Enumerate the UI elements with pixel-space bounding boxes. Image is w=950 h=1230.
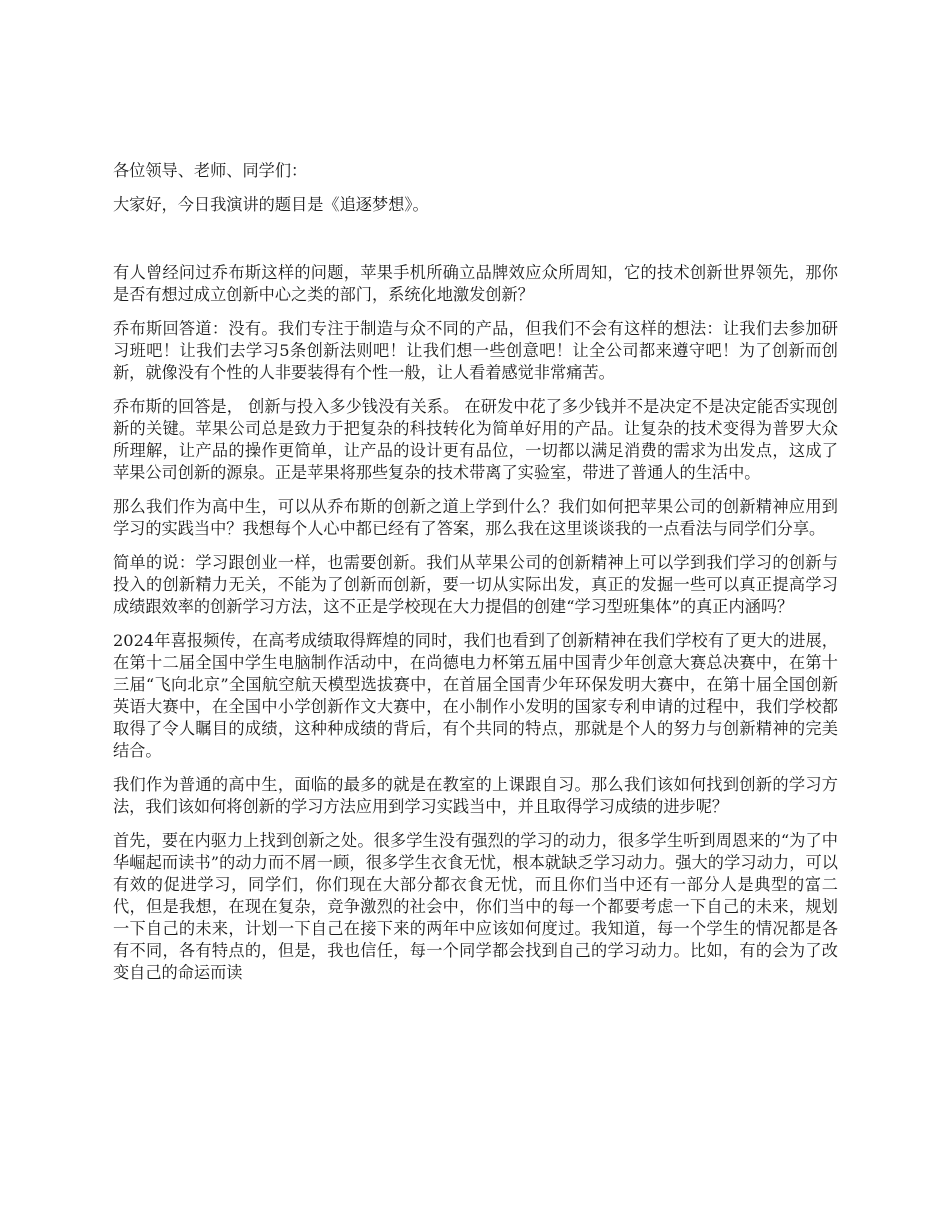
- intro: 大家好，今日我演讲的题目是《追逐梦想》。: [113, 195, 429, 214]
- paragraph: 乔布斯的回答是， 创新与投入多少钱没有关系。 在研发中花了多少钱并不是决定不是决定能否实现创新的关键。苹果公司总是致力于把复杂的科技转化为简单好用的产品。让复杂的技术变得为普罗大众所理解，让产品的操作更简单，让产品的设计更有品位，一切都以满足消费的需求为出发点，这成了苹果公司创新的源泉。正是苹果将那些复杂的技术带离了实验室，带进了普通人的生活中。: [113, 397, 838, 482]
- paragraph: 我们作为普通的高中生，面临的最多的就是在教室的上课跟自习。那么我们该如何找到创新的学习方法，我们该如何将创新的学习方法应用到学习实践当中，并且取得学习成绩的进步呢？: [113, 775, 838, 816]
- paragraph: 乔布斯回答道：没有。我们专注于制造与众不同的产品，但我们不会有这样的想法：让我们去参加研习班吧！让我们去学习5条创新法则吧！让我们想一些创意吧！让全公司都来遵守吧！为了创新而创新，就像没有个性的人非要装得有个性一般，让人看着感觉非常痛苦。: [113, 319, 838, 382]
- greeting: 各位领导、老师、同学们：: [113, 161, 308, 180]
- paragraph: 2024年喜报频传，在高考成绩取得辉煌的同时，我们也看到了创新精神在我们学校有了更大的进展，在第十二届全国中学生电脑制作活动中，在尚德电力杯第五届中国青少年创意大赛总决赛中，在第十三届“飞向北京”全国航空航天模型选拔赛中，在首届全国青少年环保发明大赛中，在第十届全国创新英语大赛中，在全国中小学创新作文大赛中，在小制作小发明的国家专利申请的过程中，我们学校都取得了令人瞩目的成绩，这种种成绩的背后，有个共同的特点，那就是个人的努力与创新精神的完美结合。: [113, 631, 838, 760]
- paragraph: 那么我们作为高中生，可以从乔布斯的创新之道上学到什么？我们如何把苹果公司的创新精神应用到学习的实践当中？我想每个人心中都已经有了答案，那么我在这里谈谈我的一点看法与同学们分享。: [113, 497, 838, 538]
- paragraph: 有人曾经问过乔布斯这样的问题，苹果手机所确立品牌效应众所周知，它的技术创新世界领先，那你是否有想过成立创新中心之类的部门，系统化地激发创新？: [113, 263, 838, 304]
- paragraph: 首先，要在内驱力上找到创新之处。很多学生没有强烈的学习的动力，很多学生听到周恩来的“为了中华崛起而读书”的动力而不屑一顾，很多学生衣食无忧，根本就缺乏学习动力。强大的学习动力，可以有效的促进学习，同学们，你们现在大部分都衣食无忧，而且你们当中还有一部分人是典型的富二代，但是我想，在现在复杂，竞争激烈的社会中，你们当中的每一个都要考虑一下自己的未来，规划一下自己的未来，计划一下自己在接下来的两年中应该如何度过。我知道，每一个学生的情况都是各有不同，各有特点的，但是，我也信任，每一个同学都会找到自己的学习动力。比如，有的会为了改变自己的命运而读: [113, 831, 838, 982]
- document-body: [113, 160, 838, 996]
- blank-line: [113, 228, 838, 262]
- paragraph: 简单的说：学习跟创业一样，也需要创新。我们从苹果公司的创新精神上可以学到我们学习的创新与投入的创新精力无关，不能为了创新而创新，要一切从实际出发，真正的发掘一些可以真正提高学习成绩跟效率的创新学习方法，这不正是学校现在大力提倡的创建“学习型班集体”的真正内涵吗？: [113, 553, 838, 616]
